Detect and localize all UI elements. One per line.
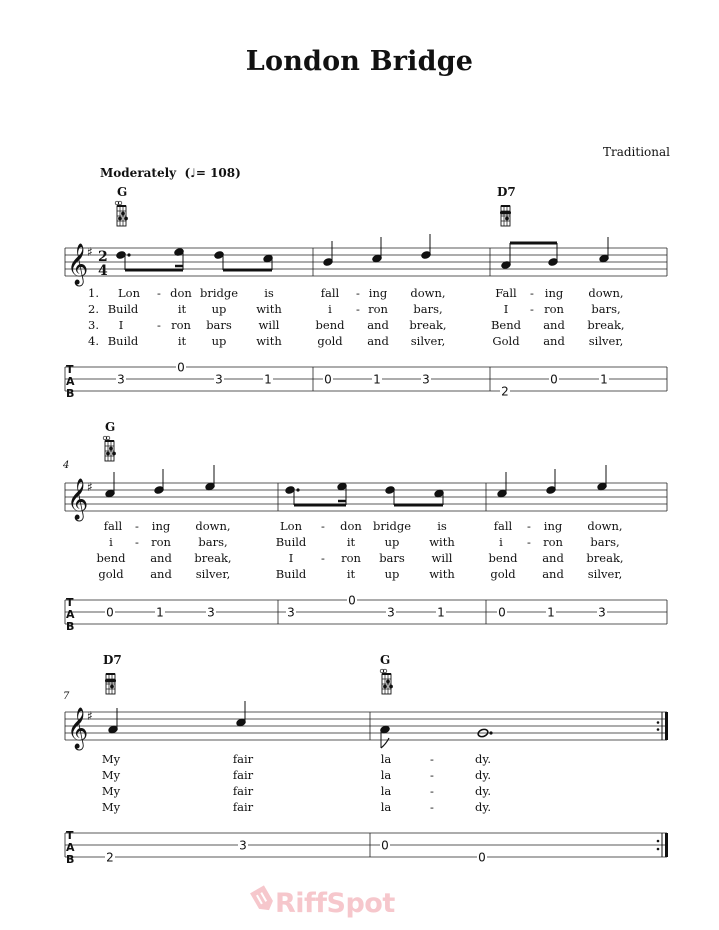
- lyric-syllable: and: [542, 551, 564, 565]
- tab-fret-number: 3: [387, 605, 395, 620]
- lyric-syllable: -: [135, 519, 139, 533]
- lyric-syllable: Build: [107, 334, 139, 348]
- lyric-syllable: dy.: [475, 800, 491, 814]
- svg-text:𝄞: 𝄞: [67, 244, 89, 285]
- tab-letter: B: [66, 620, 75, 633]
- lyric-syllable: and: [543, 334, 565, 348]
- svg-text:2: 2: [98, 249, 108, 265]
- lyric-syllable: will: [431, 551, 453, 565]
- lyric-syllable: and: [367, 318, 389, 332]
- lyric-syllable: bars,: [413, 302, 443, 316]
- lyric-syllable: don: [170, 286, 192, 300]
- lyric-syllable: will: [258, 318, 280, 332]
- lyric-syllable: it: [177, 302, 187, 316]
- lyric-syllable: -: [356, 302, 360, 316]
- chord-name: D7: [103, 653, 122, 667]
- lyric-syllable: is: [264, 286, 274, 300]
- tab-fret-number: 0: [498, 605, 506, 620]
- lyric-syllable: down,: [588, 286, 624, 300]
- tab-fret-number: 1: [547, 605, 555, 620]
- chord-diagram-d7: [500, 206, 511, 226]
- lyric-syllable: with: [429, 567, 455, 581]
- tab-fret-number: 3: [239, 838, 247, 853]
- lyric-syllable: break,: [586, 551, 624, 565]
- measure-number: 7: [63, 691, 70, 702]
- lyric-syllable: fair: [232, 768, 254, 782]
- chord-diagram-g: [380, 669, 393, 694]
- lyric-syllable: My: [101, 768, 121, 782]
- watermark-text: RiffSpot: [275, 888, 395, 919]
- lyric-syllable: -: [157, 318, 161, 332]
- lyric-syllable: -: [430, 800, 434, 814]
- lyric-syllable: break,: [409, 318, 447, 332]
- lyric-syllable: -: [530, 286, 534, 300]
- tab-fret-number: 0: [348, 593, 356, 608]
- chord-name: G: [105, 420, 116, 434]
- tab-fret-number: 1: [373, 372, 381, 387]
- lyric-syllable: silver,: [195, 567, 231, 581]
- verse-number: 2.: [88, 302, 99, 316]
- lyric-syllable: fall: [103, 519, 123, 533]
- lyric-syllable: and: [543, 318, 565, 332]
- lyric-syllable: I: [288, 551, 294, 565]
- lyric-syllable: -: [157, 286, 161, 300]
- lyric-syllable: -: [430, 784, 434, 798]
- lyric-syllable: it: [346, 567, 356, 581]
- lyric-syllable: up: [211, 302, 227, 316]
- lyric-syllable: silver,: [410, 334, 446, 348]
- tab-fret-number: 2: [106, 850, 114, 865]
- staff-system-3: [65, 712, 667, 740]
- lyric-syllable: -: [321, 519, 325, 533]
- lyric-syllable: gold: [98, 567, 124, 581]
- lyric-syllable: with: [256, 334, 282, 348]
- lyric-syllable: -: [430, 752, 434, 766]
- lyric-syllable: i: [499, 535, 503, 549]
- lyric-syllable: fall: [493, 519, 513, 533]
- lyric-syllable: i: [328, 302, 332, 316]
- chord-diagram-g: [103, 436, 116, 461]
- lyric-syllable: Bend: [490, 318, 522, 332]
- lyric-syllable: and: [150, 551, 172, 565]
- chord-name: G: [380, 653, 391, 667]
- tab-letter: B: [66, 853, 75, 866]
- lyric-syllable: bend: [96, 551, 126, 565]
- tab-letter: B: [66, 387, 75, 400]
- lyric-syllable: ron: [544, 302, 564, 316]
- treble-clef-icon: [67, 243, 88, 286]
- lyric-syllable: ing: [543, 519, 563, 533]
- lyric-syllable: bridge: [372, 519, 412, 533]
- notes-system-1: [116, 234, 609, 270]
- lyric-syllable: bars: [206, 318, 232, 332]
- lyric-syllable: dy.: [475, 752, 491, 766]
- lyric-syllable: it: [177, 334, 187, 348]
- lyric-syllable: bars: [379, 551, 405, 565]
- lyric-syllable: and: [150, 567, 172, 581]
- tempo-marking: Moderately (♩= 108): [100, 166, 241, 180]
- lyric-syllable: break,: [587, 318, 625, 332]
- lyric-syllable: up: [384, 535, 400, 549]
- key-signature-sharp-icon: [87, 480, 93, 494]
- tab-fret-number: 3: [422, 372, 430, 387]
- time-signature: [98, 249, 108, 279]
- lyric-syllable: Fall: [495, 286, 517, 300]
- lyric-syllable: Build: [275, 567, 307, 581]
- lyric-syllable: -: [135, 535, 139, 549]
- lyric-syllable: bend: [488, 551, 518, 565]
- chord-name: G: [117, 185, 128, 199]
- staff-system-1: [65, 248, 667, 276]
- lyric-syllable: la: [380, 800, 392, 814]
- lyric-syllable: bars,: [198, 535, 228, 549]
- key-signature-sharp-icon: [87, 245, 93, 259]
- lyric-syllable: My: [101, 752, 121, 766]
- lyric-syllable: gold: [490, 567, 516, 581]
- lyric-syllable: bridge: [199, 286, 239, 300]
- tab-staff-system-1: [65, 367, 667, 391]
- lyric-syllable: ron: [341, 551, 361, 565]
- tab-fret-number: 1: [437, 605, 445, 620]
- tab-fret-number: 3: [598, 605, 606, 620]
- lyric-syllable: Lon: [280, 519, 302, 533]
- song-title: London Bridge: [245, 46, 474, 77]
- tab-fret-number: 0: [177, 360, 185, 375]
- lyric-syllable: ron: [368, 302, 388, 316]
- lyric-syllable: ing: [544, 286, 564, 300]
- measure-number: 4: [63, 460, 70, 471]
- tab-letter: T: [66, 829, 74, 842]
- tab-letter: A: [66, 841, 75, 854]
- tab-letter: T: [66, 363, 74, 376]
- lyric-syllable: silver,: [587, 567, 623, 581]
- tab-fret-number: 0: [381, 838, 389, 853]
- tab-staff-system-3: [65, 833, 667, 857]
- lyric-syllable: down,: [587, 519, 623, 533]
- lyric-syllable: la: [380, 768, 392, 782]
- svg-text:♯: ♯: [87, 480, 93, 494]
- lyric-syllable: -: [527, 535, 531, 549]
- lyric-syllable: fair: [232, 784, 254, 798]
- composer: Traditional: [602, 145, 670, 159]
- lyric-syllable: -: [530, 302, 534, 316]
- lyric-syllable: ron: [151, 535, 171, 549]
- key-signature-sharp-icon: [87, 709, 93, 723]
- lyric-syllable: ing: [368, 286, 388, 300]
- svg-text:♯: ♯: [87, 245, 93, 259]
- tempo-label: Moderately: [100, 166, 177, 180]
- lyric-syllable: dy.: [475, 784, 491, 798]
- lyric-syllable: Gold: [492, 334, 520, 348]
- lyric-syllable: I: [118, 318, 124, 332]
- lyric-syllable: and: [367, 334, 389, 348]
- lyric-syllable: -: [321, 551, 325, 565]
- tab-fret-number: 0: [550, 372, 558, 387]
- tempo-bpm: = 108: [195, 166, 236, 180]
- lyric-syllable: ron: [543, 535, 563, 549]
- tab-fret-number: 0: [106, 605, 114, 620]
- tab-fret-number: 3: [207, 605, 215, 620]
- tab-fret-number: 0: [324, 372, 332, 387]
- lyric-syllable: fair: [232, 752, 254, 766]
- tab-fret-number: 3: [215, 372, 223, 387]
- lyric-syllable: and: [542, 567, 564, 581]
- lyric-syllable: ron: [171, 318, 191, 332]
- treble-clef-icon: [67, 478, 88, 521]
- tab-fret-number: 1: [156, 605, 164, 620]
- lyric-syllable: Lon: [118, 286, 140, 300]
- tab-letter: A: [66, 375, 75, 388]
- lyric-syllable: bars,: [590, 535, 620, 549]
- chord-name: D7: [497, 185, 516, 199]
- verse-number: 4.: [88, 334, 99, 348]
- tab-fret-number: 3: [287, 605, 295, 620]
- lyric-syllable: up: [384, 567, 400, 581]
- tab-fret-number: 1: [600, 372, 608, 387]
- svg-text:4: 4: [98, 263, 108, 279]
- lyric-syllable: la: [380, 784, 392, 798]
- lyric-syllable: Build: [107, 302, 139, 316]
- tab-letter: A: [66, 608, 75, 621]
- lyric-syllable: bend: [315, 318, 345, 332]
- svg-text:𝄞: 𝄞: [67, 708, 89, 749]
- lyric-syllable: My: [101, 800, 121, 814]
- chord-diagram-g: [115, 201, 128, 226]
- lyric-syllable: Build: [275, 535, 307, 549]
- lyric-syllable: -: [356, 286, 360, 300]
- lyric-syllable: silver,: [588, 334, 624, 348]
- lyric-syllable: don: [340, 519, 362, 533]
- riffspot-logo-icon: [250, 885, 276, 914]
- lyric-syllable: fall: [320, 286, 340, 300]
- lyric-syllable: My: [101, 784, 121, 798]
- tab-letter: T: [66, 596, 74, 609]
- svg-text:𝄞: 𝄞: [67, 479, 89, 520]
- lyric-syllable: I: [503, 302, 509, 316]
- lyric-syllable: with: [256, 302, 282, 316]
- lyric-syllable: break,: [194, 551, 232, 565]
- lyric-syllable: la: [380, 752, 392, 766]
- verse-number: 1.: [88, 286, 99, 300]
- lyric-syllable: bars,: [591, 302, 621, 316]
- lyric-syllable: -: [527, 519, 531, 533]
- lyric-syllable: is: [437, 519, 447, 533]
- tab-fret-number: 0: [478, 850, 486, 865]
- lyric-syllable: with: [429, 535, 455, 549]
- lyric-syllable: down,: [410, 286, 446, 300]
- lyric-syllable: ing: [151, 519, 171, 533]
- staff-system-2: [65, 483, 667, 511]
- lyric-syllable: i: [109, 535, 113, 549]
- tab-fret-number: 2: [501, 384, 509, 399]
- svg-text:♯: ♯: [87, 709, 93, 723]
- treble-clef-icon: [67, 707, 88, 750]
- lyric-syllable: gold: [317, 334, 343, 348]
- tab-fret-number: 1: [264, 372, 272, 387]
- lyric-syllable: dy.: [475, 768, 491, 782]
- chord-diagram-d7: [105, 674, 116, 694]
- lyric-syllable: up: [211, 334, 227, 348]
- lyric-syllable: fair: [232, 800, 254, 814]
- quarter-note-icon: ♩: [190, 166, 196, 180]
- tab-fret-number: 3: [117, 372, 125, 387]
- lyric-syllable: it: [346, 535, 356, 549]
- verse-number: 3.: [88, 318, 99, 332]
- lyric-syllable: down,: [195, 519, 231, 533]
- notes-system-2: [105, 465, 607, 505]
- lyric-syllable: -: [430, 768, 434, 782]
- notes-system-3: [108, 701, 492, 748]
